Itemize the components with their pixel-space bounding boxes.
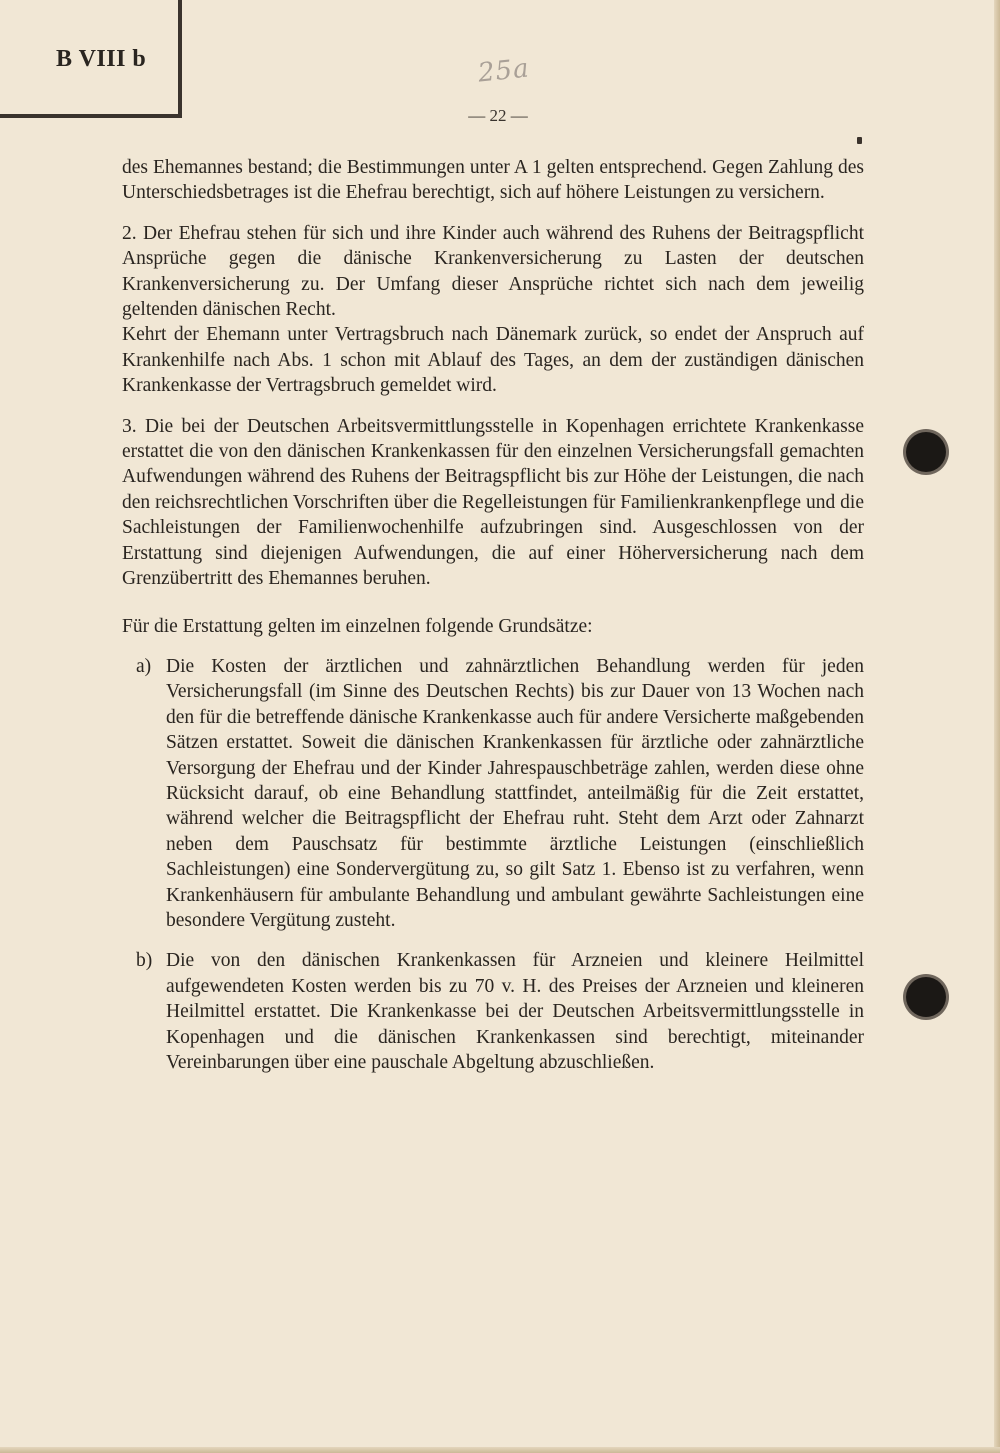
handwritten-page-annotation: 25a bbox=[476, 53, 532, 89]
list-item-a bbox=[136, 654, 864, 933]
page-edge-right bbox=[994, 0, 1000, 1453]
list-marker: b) bbox=[136, 950, 153, 972]
list-marker: a) bbox=[136, 655, 152, 677]
section-3-paragraph: 3. Die bei der Deutschen Arbeitsvermittlungsstelle in Kopenhagen errichtete Krankenkasse erstattet die von den dänischen Krankenkassen für den einzelnen Versicherungsfall gemachten Aufwendungen während des Ruhens der Beitragspflicht bis zur Höhe der Leistungen, die nach den reichsrechtlichen Vorschriften über die Regelleistungen für Familienkrankenpflege und die Sachleistungen der Familienwochenhilfe aufzubringen sind. Ausgeschlossen von der Erstattung sind diejenigen Aufwendungen, die auf einer Höherversicherung nach dem Grenzübertritt des Ehemannes beruhen. bbox=[122, 415, 864, 590]
list-item-text: Die von den dänischen Krankenkassen für Arzneien und kleinere Heilmittel aufgewendeten Kosten werden bis zu 70 v. H. des Preises der Arzneien und kleineren Heilmittel erstattet. Die Krankenkasse bei der Deutschen Arbeitsvermittlungsstelle in Kopenhagen und die dänischen Krankenkassen sind berechtigt, miteinander Vereinbarungen über eine pauschale Abgeltung abzuschließen. bbox=[166, 950, 864, 1073]
punch-hole-top bbox=[906, 432, 946, 472]
page-number: — 22 — bbox=[468, 106, 528, 125]
list-item-b bbox=[136, 948, 864, 1075]
intro-paragraph: des Ehemannes bestand; die Bestimmungen unter A 1 gelten entsprechend. Gegen Zahlung des Unterschiedsbetrages ist die Ehefrau berechtigt, sich auf höhere Leistungen zu versichern. bbox=[122, 157, 864, 204]
ink-speck bbox=[857, 137, 862, 144]
section-2-continuation: Kehrt der Ehemann unter Vertragsbruch nach Dänemark zurück, so endet der Anspruch auf Krankenhilfe nach Abs. 1 schon mit Ablauf des Tages, an dem der zuständigen dänischen Krankenkasse der Vertragsbruch gemeldet wird. bbox=[122, 324, 864, 397]
document-code-label: B VIII b bbox=[56, 46, 147, 72]
body-text bbox=[122, 155, 864, 1075]
section-2-paragraph: 2. Der Ehefrau stehen für sich und ihre Kinder auch während des Ruhens der Beitragspflicht Ansprüche gegen die dänische Krankenversicherung zu Lasten der deutschen Krankenversicherung zu. Der Umfang dieser Ansprüche richtet sich nach dem jeweilig geltenden dänischen Recht. bbox=[122, 222, 864, 321]
punch-hole-bottom bbox=[906, 977, 946, 1017]
principles-intro: Für die Erstattung gelten im einzelnen folgende Grundsätze: bbox=[122, 615, 593, 637]
document-code-box bbox=[0, 0, 182, 118]
page-edge-bottom bbox=[0, 1447, 1000, 1453]
list-item-text: Die Kosten der ärztlichen und zahnärztlichen Behandlung werden für jeden Versicherungsfall (im Sinne des Deutschen Rechts) bis zur Dauer von 13 Wochen nach den für die betreffende dänische Krankenkasse auch für andere Versicherte maßgebenden Sätzen erstattet. Soweit die dänischen Krankenkassen für ärztliche oder zahnärztliche Versorgung der Ehefrau und der Kinder Jahrespauschbeträge zahlen, werden diese ohne Rücksicht darauf, ob eine Behandlung stattfindet, anteilmäßig für die Zeit erstattet, während welcher die Beitragspflicht der Ehefrau ruht. Steht dem Arzt oder Zahnarzt neben dem Pauschsatz für bestimmte ärztliche Leistungen (einschließlich Sachleistungen) eine Sondervergütung zu, so gilt Satz 1. Ebenso ist zu verfahren, wenn Krankenhäusern für ambulante Behandlung und ambulant gewährte Sachleistungen eine besondere Vergütung zusteht. bbox=[166, 655, 864, 931]
